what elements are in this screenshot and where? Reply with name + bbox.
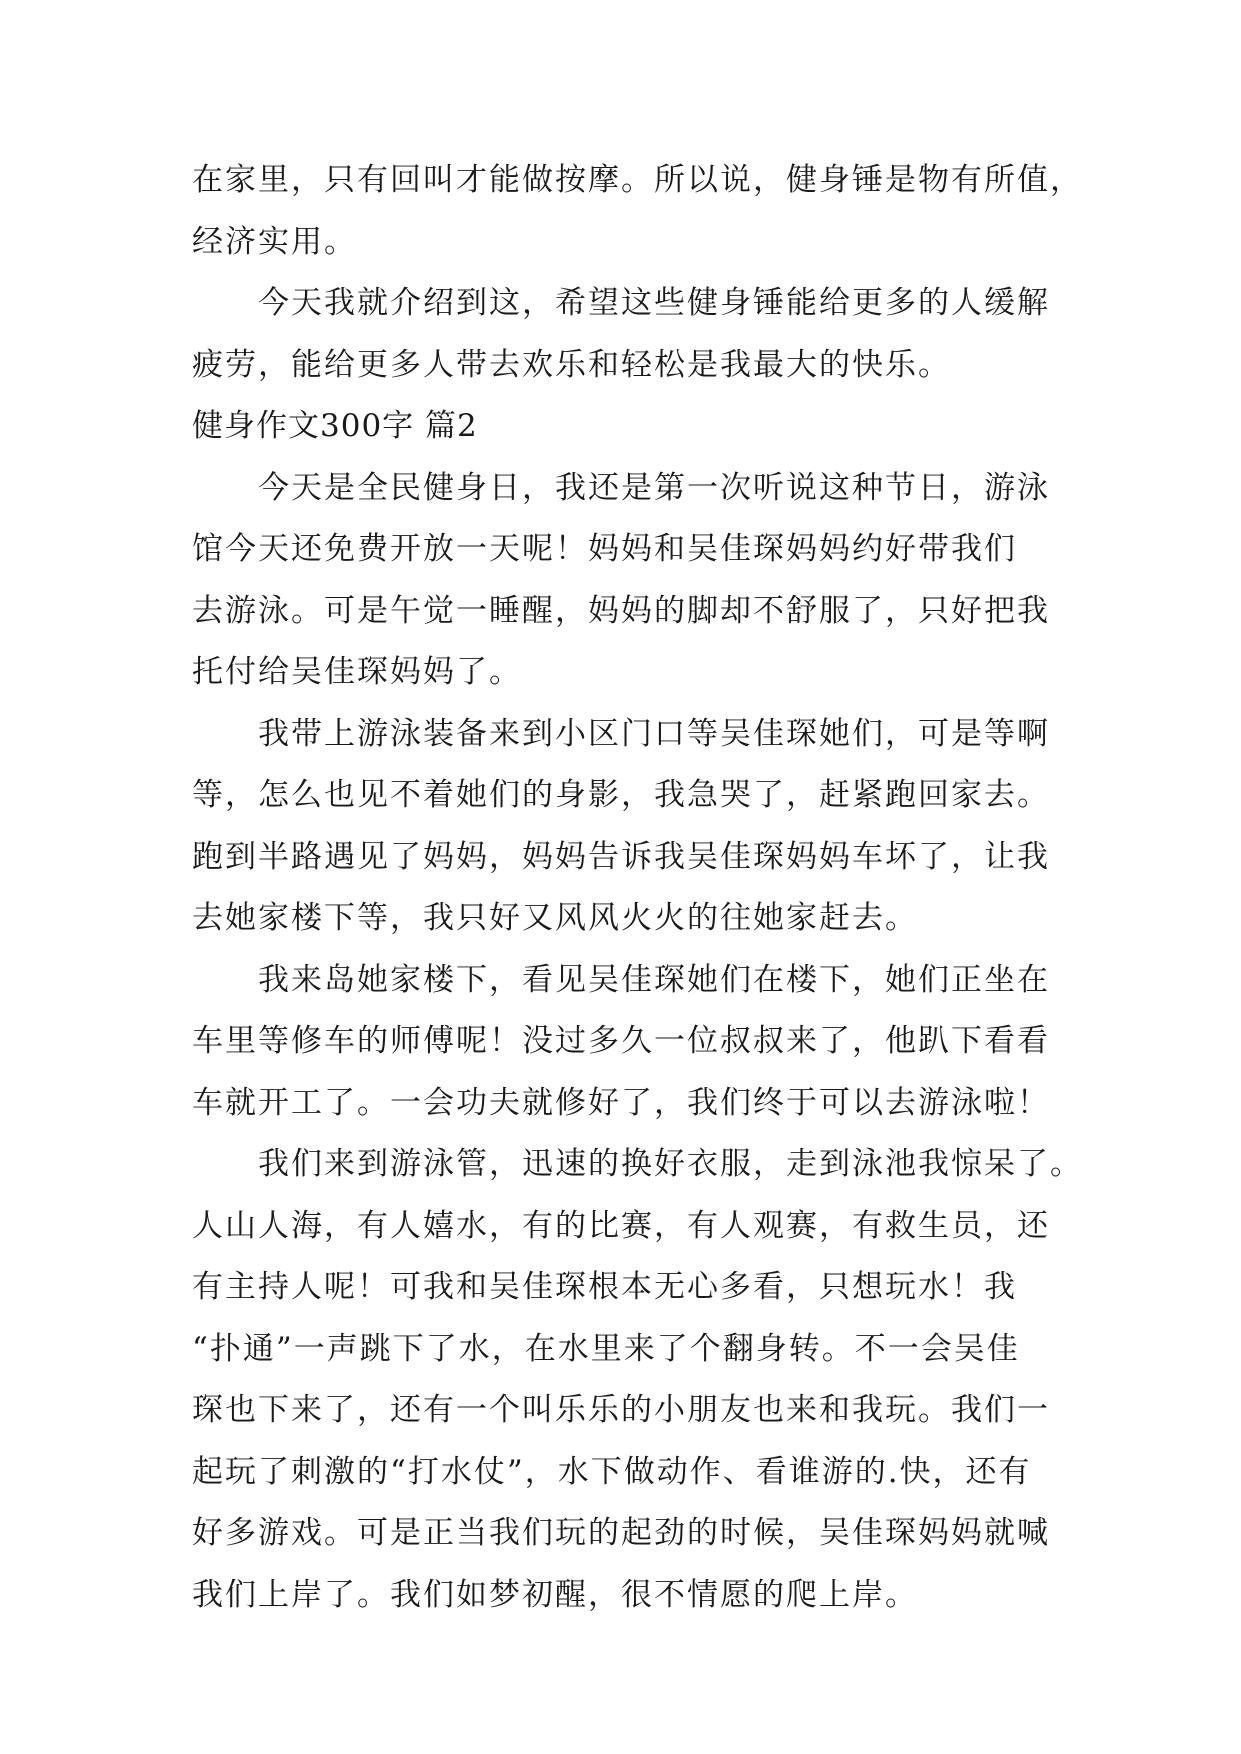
paragraph-2 [192,704,1052,950]
paragraph-4 [192,1134,1083,1626]
text-line: 跑到半路遇见了妈妈，妈妈告诉我吴佳琛妈妈车坏了，让我 [192,838,1050,875]
text-line: 车里等修车的师傅呢！没过多久一位叔叔来了，他趴下看看 [192,1023,1050,1059]
paragraph-1 [192,458,1052,704]
text-line: 我们来到游泳管，迅速的换好衣服，走到泳池我惊呆了。 [258,1146,1083,1182]
text-line: 等，怎么也见不着她们的身影，我急哭了，赶紧跑回家去。 [192,777,1050,813]
text-line: 琛也下来了，还有一个叫乐乐的小朋友也来和我玩。我们一 [192,1392,1050,1428]
text-line: 去游泳。可是午觉一睡醒，妈妈的脚却不舒服了，只好把我 [192,592,1050,629]
text-line: 疲劳，能给更多人带去欢乐和轻松是我最大的快乐。 [192,346,951,383]
text-line: 有主持人呢！可我和吴佳琛根本无心多看，只想玩水！我 [192,1269,1017,1305]
paragraph-intro-1 [192,150,1083,273]
article-body [192,150,1083,1626]
text-line: 起玩了刺激的“打水仗”，水下做动作、看谁游的.快，还有 [192,1453,1032,1490]
text-line: 我们上岸了。我们如梦初醒，很不情愿的爬上岸。 [192,1576,918,1613]
text-line: 车就开工了。一会功夫就修好了，我们终于可以去游泳啦！ [192,1084,1050,1121]
paragraph-intro-2 [192,273,1052,396]
text-line: “扑通”一声跳下了水，在水里来了个翻身转。不一会吴佳 [192,1330,1020,1367]
section-heading: 健身作文300字 篇2 [192,408,478,444]
text-line: 馆今天还免费开放一天呢！妈妈和吴佳琛妈妈约好带我们 [192,531,1017,567]
text-line: 在家里，只有回叫才能做按摩。所以说，健身锤是物有所值， [192,162,1083,198]
text-line: 今天我就介绍到这，希望这些健身锤能给更多的人缓解 [258,285,1050,321]
text-line: 我带上游泳装备来到小区门口等吴佳琛她们，可是等啊 [258,715,1050,752]
text-line: 今天是全民健身日，我还是第一次听说这种节日，游泳 [258,469,1050,506]
text-line: 托付给吴佳琛妈妈了。 [192,654,522,690]
paragraph-3 [192,950,1052,1135]
text-line: 好多游戏。可是正当我们玩的起劲的时候，吴佳琛妈妈就喊 [192,1515,1050,1551]
text-line: 经济实用。 [192,223,357,260]
text-line: 去她家楼下等，我只好又风风火火的往她家赶去。 [192,900,918,936]
text-line: 我来岛她家楼下，看见吴佳琛她们在楼下，她们正坐在 [258,961,1050,998]
text-line: 人山人海，有人嬉水，有的比赛，有人观赛，有救生员，还 [192,1207,1050,1244]
